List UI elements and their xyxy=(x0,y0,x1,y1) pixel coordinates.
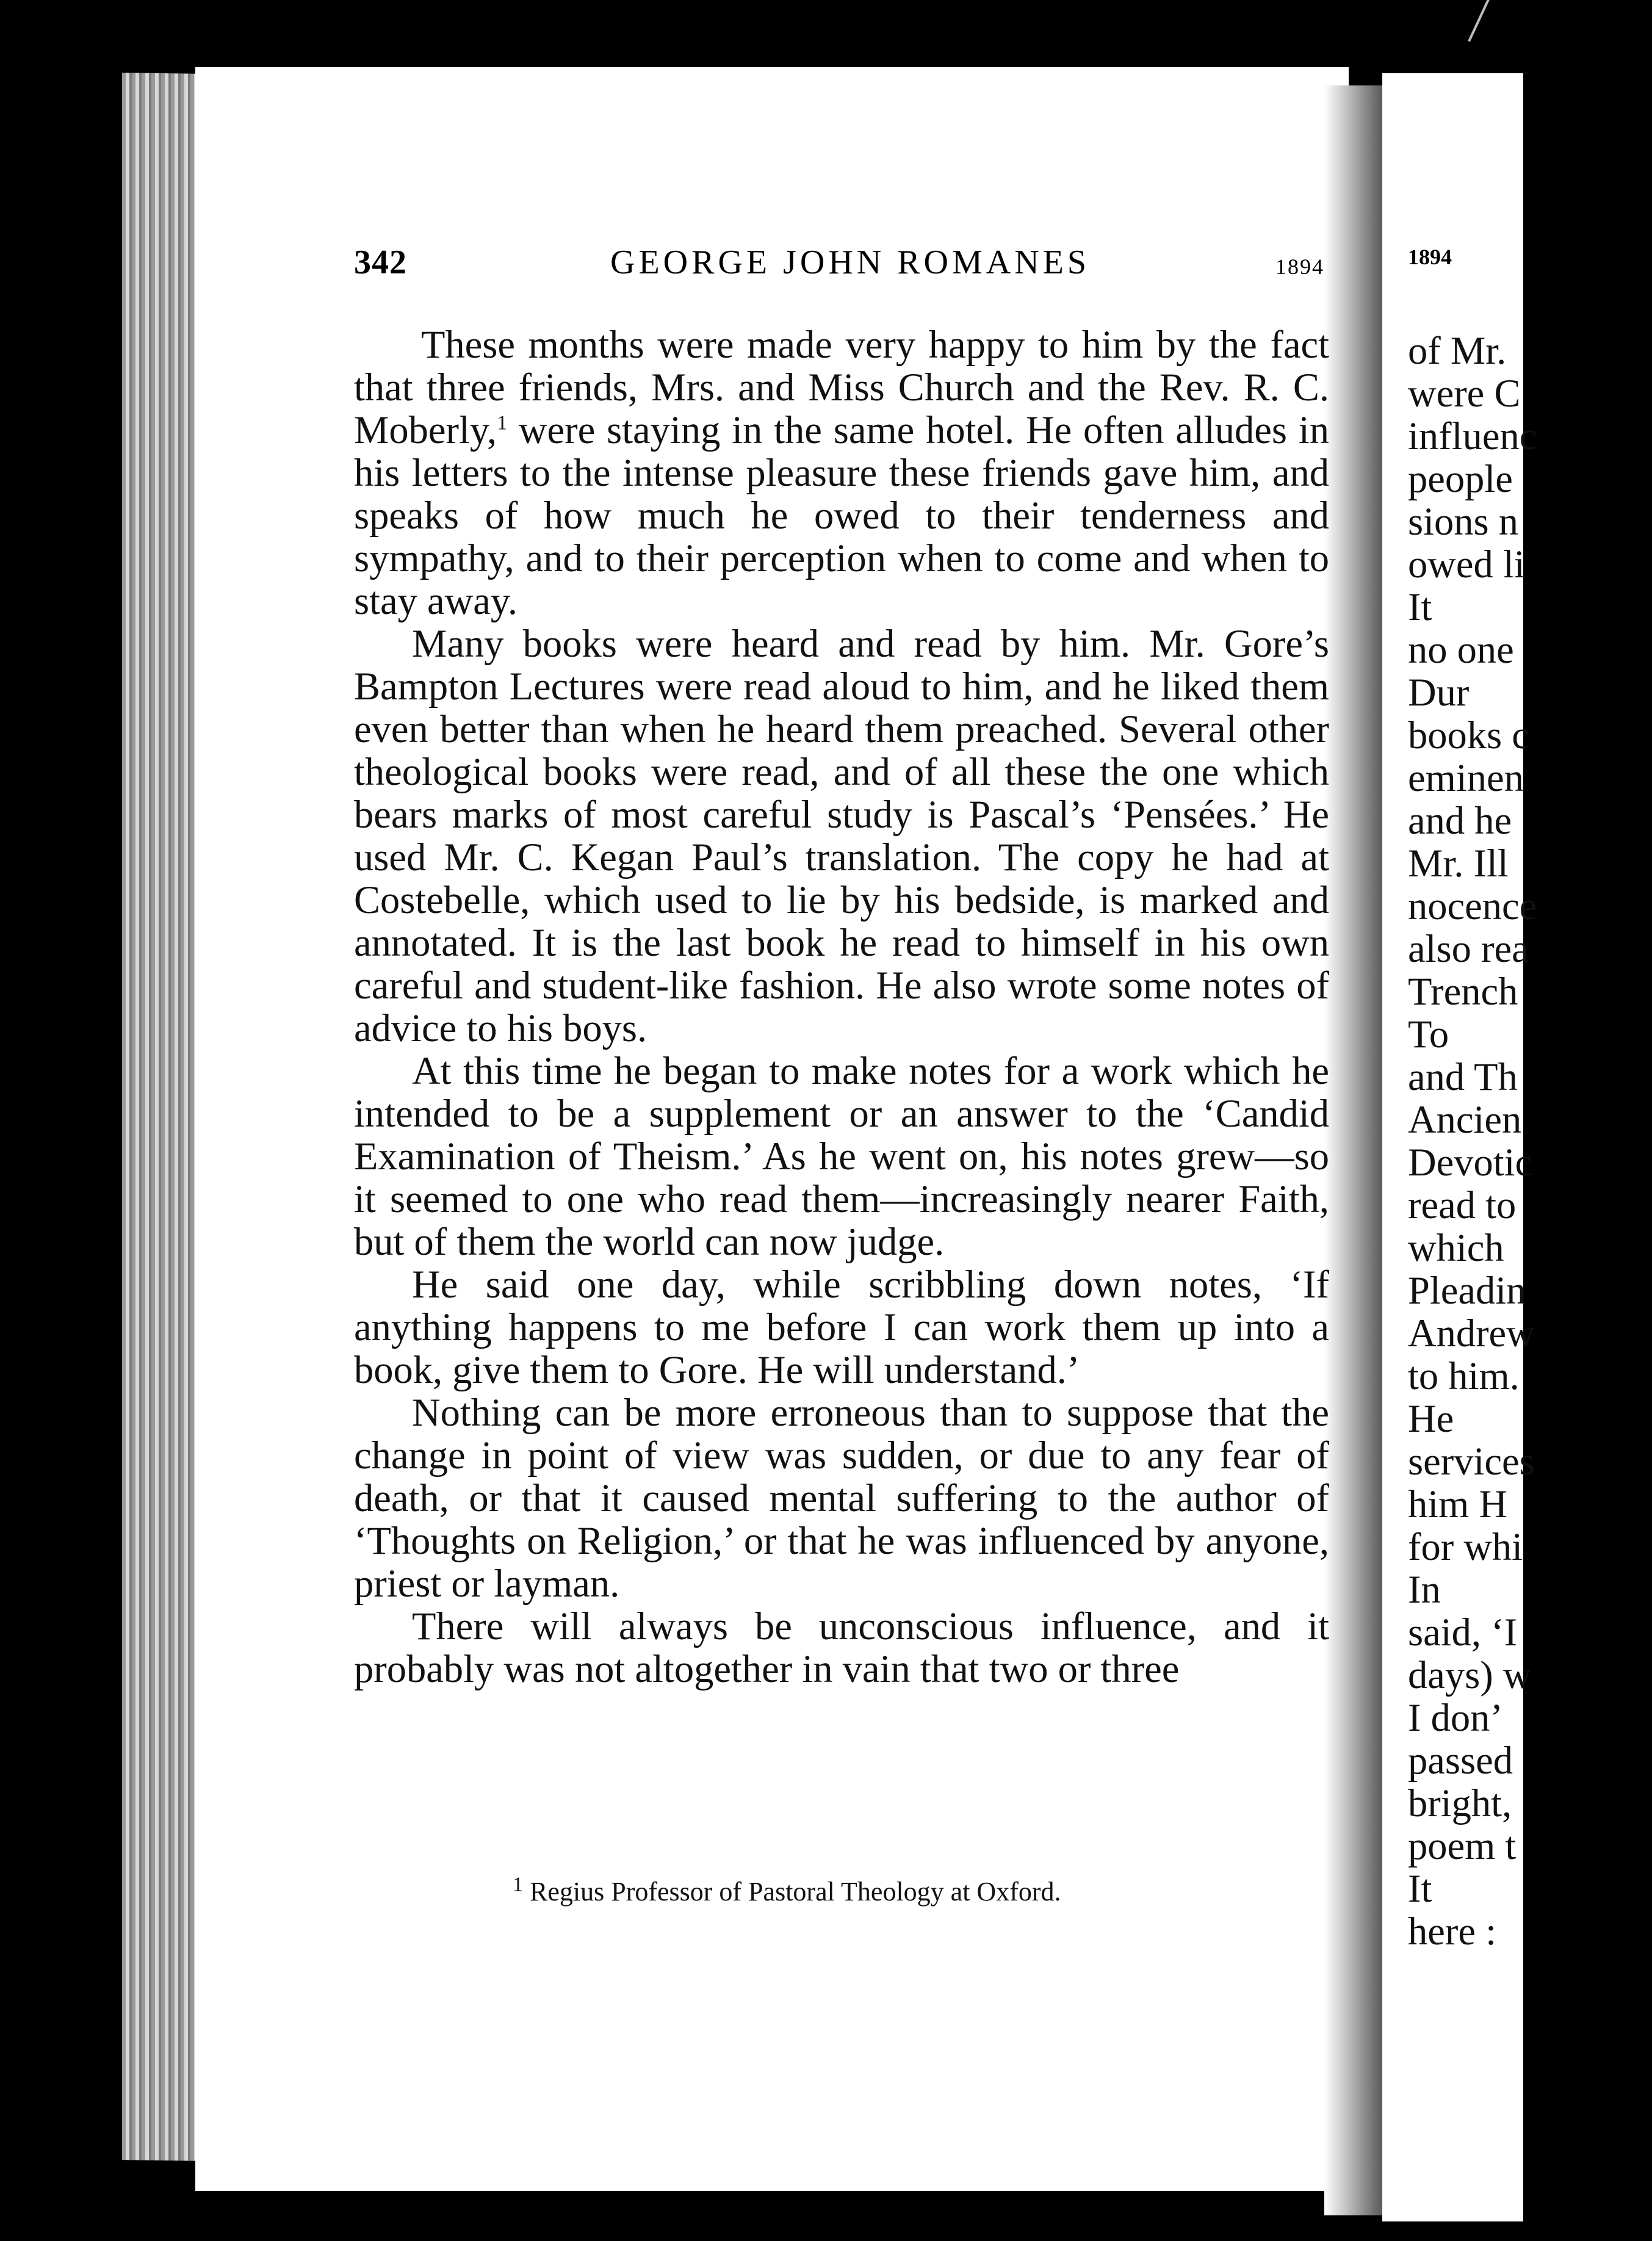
right-page-line: It xyxy=(1408,585,1432,629)
right-page-line: for whi xyxy=(1408,1525,1523,1568)
right-page-line: books c xyxy=(1408,713,1529,757)
paragraph-1: These months were made very happy to him by the fact that three friends, Mrs. and Miss Church and the Rev. R. C. Moberly,$^1$ were staying in the same hotel. He often alludes in his letters to the intense pleasure these friends gave him, and speaks of how much he owed to their tenderness and sympathy, and to their perception when to come and when to stay away. xyxy=(354,323,1329,622)
footnote xyxy=(513,1873,1306,1907)
right-page-line: also rea xyxy=(1408,927,1529,970)
right-page-line: Mr. Ill xyxy=(1408,842,1509,885)
paragraph-3: At this time he began to make notes for a work which he intended to be a supplement or an answer to the ‘Candid Examination of Theism.’ As he went on, his notes grew—so it seemed to one who read them—increasingly nearer Faith, but of them the world can now judge. xyxy=(354,1049,1329,1263)
right-page-line: It xyxy=(1408,1867,1432,1910)
right-page-line: and he xyxy=(1408,799,1512,842)
right-page-line: sions n xyxy=(1408,500,1518,543)
right-page-line: no one xyxy=(1408,628,1514,671)
right-page-line: were C xyxy=(1408,372,1521,415)
header-year: 1894 xyxy=(1275,254,1324,279)
right-page-line: poem t xyxy=(1408,1824,1517,1868)
right-page xyxy=(1382,73,1537,2221)
page-number: 342 xyxy=(354,244,407,281)
footnote-marker: 1 xyxy=(513,1873,523,1896)
right-page-line: to him. xyxy=(1408,1354,1520,1398)
footnote-reference: 1 xyxy=(497,411,508,435)
right-page-line: He xyxy=(1408,1397,1454,1440)
right-page-line: Pleadin xyxy=(1408,1269,1526,1312)
right-page-line: Trench xyxy=(1408,970,1518,1013)
right-page-line: Ancien xyxy=(1408,1098,1522,1141)
right-page-line: of Mr. xyxy=(1408,329,1507,372)
right-page-line: read to xyxy=(1408,1183,1517,1227)
right-page-line: Dur xyxy=(1408,671,1470,714)
right-page-line: here : xyxy=(1408,1910,1497,1953)
right-page-line: owed li xyxy=(1408,543,1525,586)
right-page-line: services xyxy=(1408,1440,1535,1483)
right-page-line: eminen xyxy=(1408,756,1524,799)
paragraph-2: Many books were heard and read by him. Mr. Gore’s Bampton Lectures were read aloud to him, and he liked them even better than when he heard them preached. Several other theological books were read, and of all these the one which bears marks of most careful study is Pascal’s ‘Pensées.’ He used Mr. C. Kegan Paul’s translation. The copy he had at Costebelle, which used to lie by his bedside, is marked and annotated. It is the last book he read to himself in his own careful and student-like fashion. He also wrote some notes of advice to his boys. xyxy=(354,622,1329,1050)
running-title: GEORGE JOHN ROMANES xyxy=(610,244,1091,281)
paragraph-5: Nothing can be more erroneous than to suppose that the change in point of view was sudden, or due to any fear of death, or that it caused mental suffering to the author of ‘Thoughts on Religion,’ or that he was influenced by anyone, priest or layman. xyxy=(354,1391,1329,1605)
right-page-line: To xyxy=(1408,1012,1449,1056)
page-header xyxy=(354,243,1336,286)
right-page-line: people xyxy=(1408,457,1513,500)
paragraph-6: There will always be unconscious influence, and it probably was not altogether in vain that two or three xyxy=(354,1604,1329,1691)
right-page-line: In xyxy=(1408,1568,1441,1611)
footnote-text: Regius Professor of Pastoral Theology at Oxford. xyxy=(530,1877,1061,1907)
paragraph-4: He said one day, while scribbling down notes, ‘If anything happens to me before I can work them up into a book, give them to Gore. He will understand.’ xyxy=(354,1263,1329,1391)
right-page-line: and Th xyxy=(1408,1055,1518,1099)
right-page-line: bright, xyxy=(1408,1781,1512,1825)
body-text xyxy=(354,323,1329,1691)
corner-mark xyxy=(1468,0,1513,52)
right-page-line: days) w xyxy=(1408,1653,1532,1697)
book-page-edges xyxy=(122,73,201,2161)
right-page-line: nocence xyxy=(1408,884,1537,928)
right-page-line: which xyxy=(1408,1226,1504,1269)
right-page-line: said, ‘I xyxy=(1408,1611,1518,1654)
right-page-line: influenc xyxy=(1408,414,1537,458)
right-page-line: I don’ xyxy=(1408,1696,1503,1739)
right-page-line: passed xyxy=(1408,1739,1513,1782)
right-page-line: him H xyxy=(1408,1482,1508,1526)
right-page-year: 1894 xyxy=(1408,245,1452,269)
right-page-text xyxy=(1408,330,1652,1953)
right-page-line: Devotic xyxy=(1408,1141,1533,1184)
right-page-line: Andrew xyxy=(1408,1312,1535,1355)
